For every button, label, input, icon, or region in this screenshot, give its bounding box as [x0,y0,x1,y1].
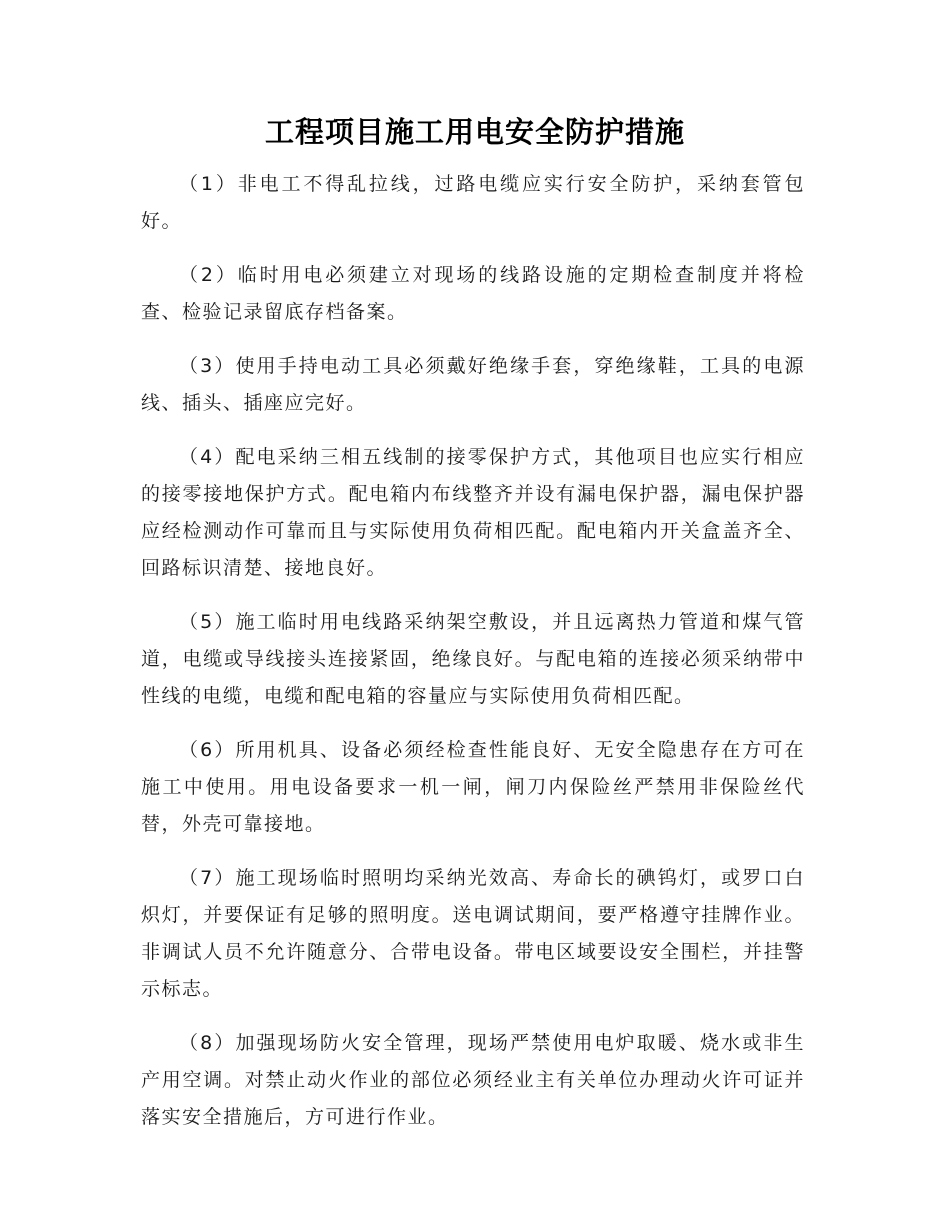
document-title: 工程项目施工用电安全防护措施 [264,115,685,149]
paragraph-6: （6）所用机具、设备必须经检查性能良好、无安全隐患存在方可在施工中使用。用电设备要求一机一闸，闸刀内保险丝严禁用非保险丝代替，外壳可靠接地。 [141,739,805,835]
paragraph-7: （7）施工现场临时照明均采纳光效高、寿命长的碘钨灯，或罗口白炽灯，并要保证有足够的照明度。送电调试期间，要严格遵守挂牌作业。非调试人员不允许随意分、合带电设备。带电区域要设安全围栏，并挂警示标志。 [141,867,805,1000]
paragraph-1: （1）非电工不得乱拉线，过路电缆应实行安全防护，采纳套管包好。 [141,173,805,232]
paragraph-3: （3）使用手持电动工具必须戴好绝缘手套，穿绝缘鞋，工具的电源线、插头、插座应完好。 [141,355,805,414]
paragraph-5: （5）施工临时用电线路采纳架空敷设，并且远离热力管道和煤气管道，电缆或导线接头连接紧固，绝缘良好。与配电箱的连接必须采纳带中性线的电缆，电缆和配电箱的容量应与实际使用负荷相匹配。 [141,611,805,707]
paragraph-4: （4）配电采纳三相五线制的接零保护方式，其他项目也应实行相应的接零接地保护方式。配电箱内布线整齐并设有漏电保护器，漏电保护器应经检测动作可靠而且与实际使用负荷相匹配。配电箱内开关盒盖齐全、回路标识清楚、接地良好。 [141,446,805,579]
paragraph-8: （8）加强现场防火安全管理，现场严禁使用电炉取暖、烧水或非生产用空调。对禁止动火作业的部位必须经业主有关单位办理动火许可证并落实安全措施后，方可进行作业。 [141,1032,805,1128]
paragraph-2: （2）临时用电必须建立对现场的线路设施的定期检查制度并将检查、检验记录留底存档备案。 [141,264,805,323]
document-body [141,166,805,1153]
